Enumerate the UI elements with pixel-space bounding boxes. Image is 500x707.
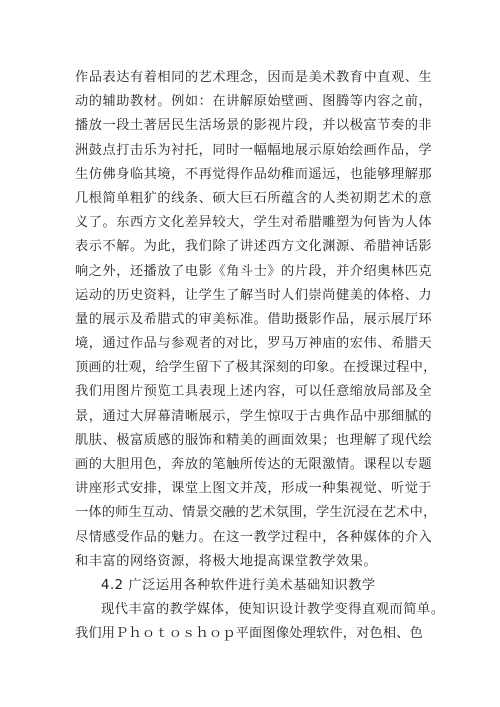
text-line-19: 一体的师生互动、情景交融的艺术氛围，学生沉浸在艺术中， — [75, 505, 437, 521]
text-line-2: 动的辅助教材。例如：在讲解原始壁画、图腾等内容之前， — [75, 94, 433, 110]
text-line-6: 几根简单粗犷的线条、硕大巨石所蕴含的人类初期艺术的意 — [75, 190, 433, 206]
paragraph-line-1: 现代丰富的教学媒体，使知识设计教学变得直观而简单。 — [101, 602, 445, 618]
body-text — [75, 66, 445, 647]
text-line-14: 我们用图片预览工具表现上述内容，可以任意缩放局部及全 — [75, 384, 433, 400]
text-line-1: 作品表达有着相同的艺术理念，因而是美术教育中直观、生 — [75, 70, 433, 85]
text-line-9: 响之外，还播放了电影《角斗士》的片段，并介绍奥林匹克 — [75, 263, 433, 279]
text-line-10: 运动的历史资料，让学生了解当时人们崇尚健美的体格、力 — [75, 287, 433, 303]
text-line-18: 讲座形式安排，课堂上图文并茂，形成一种集视觉、听觉于 — [75, 481, 433, 497]
text-line-20: 尽情感受作品的魅力。在这一教学过程中，各种媒体的介入 — [75, 529, 433, 545]
text-line-17: 画的大胆用色，奔放的笔触所传达的无限激情。课程以专题 — [75, 457, 433, 472]
text-line-3: 播放一段土著居民生活场景的影视片段，并以极富节奏的非 — [75, 118, 433, 134]
text-line-4: 洲鼓点打击乐为衬托，同时一幅幅地展示原始绘画作品，学 — [75, 142, 433, 158]
section-heading: 4.2 广泛运用各种软件进行美术基础知识教学 — [101, 577, 376, 593]
text-line-8: 表示不解。为此，我们除了讲述西方文化渊源、希腊神话影 — [75, 239, 433, 255]
text-line-12: 境，通过作品与参观者的对比，罗马万神庙的宏伟、希腊天 — [75, 336, 433, 352]
text-line-13: 顶画的壮观，给学生留下了极其深刻的印象。在授课过程中， — [75, 360, 437, 376]
paragraph-line-2: 我们用Ｐｈｏｔｏｓｈｏｐ平面图像处理软件，对色相、色 — [75, 626, 424, 642]
text-line-21: 和丰富的网络资源，将极大地提高课堂教学效果。 — [75, 553, 378, 569]
text-line-16: 肌肤、极富质感的服饰和精美的画面效果；也理解了现代绘 — [75, 432, 433, 448]
text-line-7: 义了。东西方文化差异较大，学生对希腊雕塑为何皆为人体 — [75, 215, 433, 231]
text-line-5: 生仿佛身临其境，不再觉得作品幼稚而遥远，也能够理解那 — [75, 166, 433, 182]
text-line-11: 量的展示及希腊式的审美标准。借助摄影作品，展示展厅环 — [75, 311, 433, 327]
text-line-15: 景，通过大屏幕清晰展示，学生惊叹于古典作品中那细腻的 — [75, 408, 433, 424]
